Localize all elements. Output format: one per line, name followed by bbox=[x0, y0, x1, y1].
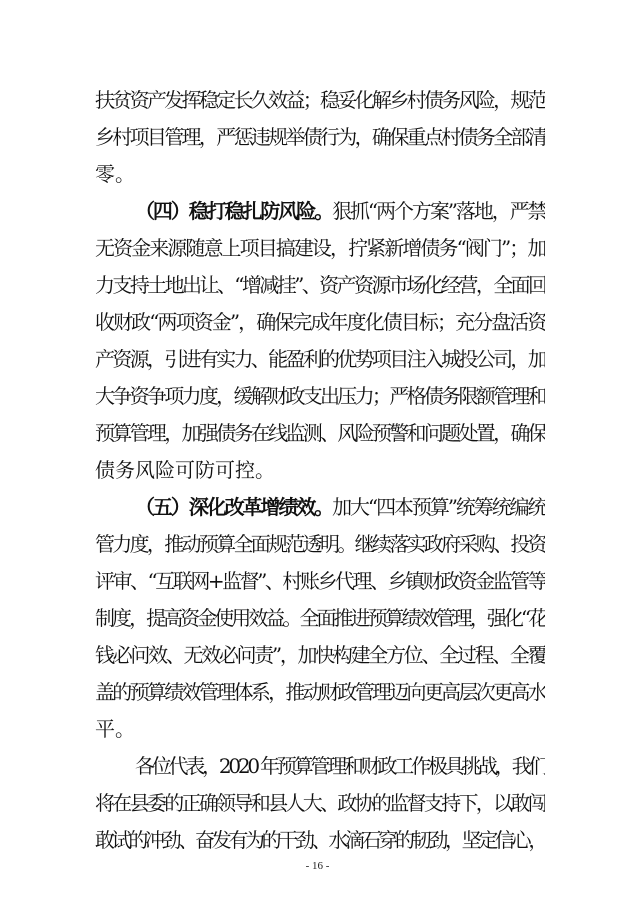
text-line: 无资金来源随意上项目搞建设，拧紧新增债务“阀门”；加 bbox=[95, 236, 545, 260]
section-heading: （五）深化改革增绩效。 bbox=[135, 495, 333, 519]
section-heading: （四）稳打稳扎防风险。 bbox=[135, 199, 333, 223]
text-line: 钱必问效、无效必问责”，加快构建全方位、全过程、全覆 bbox=[95, 643, 545, 667]
text-line: 零。 bbox=[95, 162, 135, 186]
text-line: 乡村项目管理，严惩违规举债行为，确保重点村债务全部清 bbox=[95, 125, 545, 149]
text-line: 力支持土地出让、“增减挂”、资产资源市场化经营，全面回 bbox=[95, 273, 545, 297]
text-span: 加大“四本预算”统筹统编统 bbox=[332, 495, 545, 519]
text-line: 各位代表，2020 年预算管理和财政工作极具挑战，我们 bbox=[135, 754, 545, 778]
text-line: 将在县委的正确领导和县人大、政协的监督支持下，以敢闯 bbox=[95, 791, 545, 815]
text-line: 制度，提高资金使用效益。全面推进预算绩效管理，强化“花 bbox=[95, 606, 545, 630]
text-line: 产资源，引进有实力、能盈利的优势项目注入城投公司，加 bbox=[95, 347, 545, 371]
text-line: 扶贫资产发挥稳定长久效益；稳妥化解乡村债务风险，规范 bbox=[95, 88, 545, 112]
text-line: 债务风险可防可控。 bbox=[95, 458, 275, 482]
text-line: 预算管理，加强债务在线监测、风险预警和问题处置，确保 bbox=[95, 421, 545, 445]
section-heading-line bbox=[135, 490, 545, 524]
page-number: - 16 - bbox=[305, 860, 330, 872]
text-line: 平。 bbox=[95, 717, 135, 741]
text-line: 管力度，推动预算全面规范透明。继续落实政府采购、投资 bbox=[95, 532, 545, 556]
text-line: 盖的预算绩效管理体系，推动财政管理迈向更高层次更高水 bbox=[95, 680, 545, 704]
section-heading-line bbox=[135, 194, 545, 228]
text-line: 大争资争项力度，缓解财政支出压力；严格债务限额管理和 bbox=[95, 384, 545, 408]
text-line: 收财政“两项资金”，确保完成年度化债目标；充分盘活资 bbox=[95, 310, 545, 334]
text-line: 评审、“互联网+监督”、村账乡代理、乡镇财政资金监管等 bbox=[95, 569, 545, 593]
text-span: 狠抓“两个方案”落地，严禁 bbox=[332, 199, 545, 223]
text-line: 敢试的冲劲、奋发有为的干劲、水滴石穿的韧劲，坚定信心， bbox=[95, 828, 545, 852]
